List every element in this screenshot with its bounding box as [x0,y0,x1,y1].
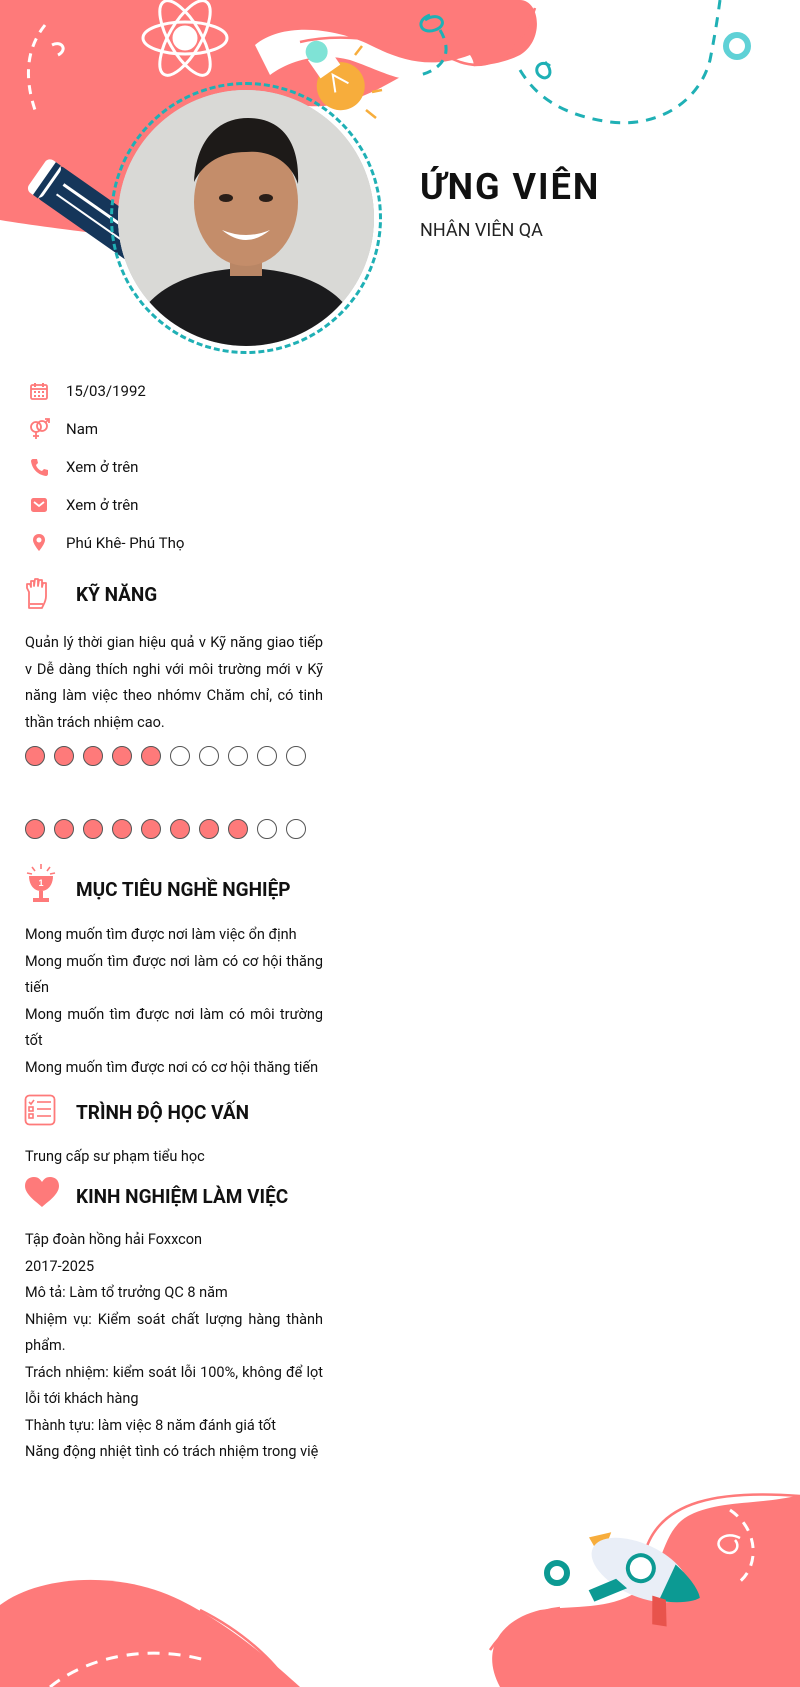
skill-rating-2 [25,819,306,839]
heart-icon [24,1176,60,1212]
trophy-icon [24,863,58,909]
experience-line: Mô tả: Làm tổ trưởng QC 8 năm [25,1284,228,1301]
experience-line: Trách nhiệm: kiểm soát lỗi 100%, không để lọt lỗi tới khách hàng [25,1363,323,1407]
footer-decoration [0,1460,800,1687]
rating-dot-empty [257,746,277,766]
experience-header [24,1178,289,1210]
profile-photo [118,90,374,346]
rating-dot-filled [54,746,74,766]
rating-dot-filled [112,746,132,766]
career-goal-header [24,866,291,906]
rating-dot-empty [228,746,248,766]
rating-dot-filled [199,819,219,839]
career-goal-text [25,922,323,1081]
info-gender [26,416,99,442]
rating-dot-empty [286,819,306,839]
rating-dot-filled [112,819,132,839]
rating-dot-empty [170,746,190,766]
rating-dot-filled [141,819,161,839]
experience-line: Tập đoàn hồng hải Foxxcon [25,1231,203,1248]
experience-line: 2017-2025 [25,1257,95,1275]
address-text: Phú Khê- Phú Thọ [66,534,185,552]
calendar-icon [26,378,52,404]
candidate-position: NHÂN VIÊN QA [420,220,543,241]
phone-icon [26,454,52,480]
education-line: Trung cấp sư phạm tiểu học [25,1148,205,1165]
experience-line: Năng động nhiệt tình có trách nhiệm trong việ [25,1443,319,1460]
skills-title: KỸ NĂNG [76,583,158,606]
info-birthdate [26,378,146,404]
rating-dot-empty [257,819,277,839]
career-goal-title: MỤC TIÊU NGHỀ NGHIỆP [76,878,291,901]
email-text: Xem ở trên [66,496,139,514]
rating-dot-filled [25,746,45,766]
salmon-blob-bottom-left [0,1580,300,1687]
skill-rating-1 [25,746,306,766]
skills-text: Quản lý thời gian hiệu quả v Kỹ năng giao tiếp v Dễ dàng thích nghi với môi trường mới v Kỹ năng làm việc theo nhómv Chăm chỉ, có tinh thần trách nhiệm cao. [25,634,323,731]
candidate-name: ỨNG VIÊN [420,166,601,208]
career-goal-line: Mong muốn tìm được nơi làm có môi trường tốt [25,1005,323,1049]
info-address [26,530,185,556]
experience-text [25,1227,323,1466]
phone-text: Xem ở trên [66,458,139,476]
skills-header [24,580,158,612]
birthdate-text: 15/03/1992 [66,382,146,400]
rating-dot-filled [228,819,248,839]
rating-dot-filled [141,746,161,766]
career-goal-line: Mong muốn tìm được nơi làm việc ổn định [25,926,297,943]
info-phone [26,454,139,480]
experience-line: Nhiệm vụ: Kiểm soát chất lượng hàng thành phẩm. [25,1310,323,1354]
rating-dot-empty [199,746,219,766]
hand-icon [24,578,50,614]
career-goal-line: Mong muốn tìm được nơi làm có cơ hội thăng tiến [25,952,323,996]
rating-dot-filled [25,819,45,839]
checklist-icon [24,1094,56,1130]
rating-dot-filled [83,819,103,839]
rating-dot-filled [170,819,190,839]
education-title: TRÌNH ĐỘ HỌC VẤN [76,1101,250,1124]
info-email [26,492,139,518]
experience-title: KINH NGHIỆM LÀM VIỆC [76,1185,289,1208]
education-header [24,1095,250,1129]
gender-text: Nam [66,420,99,438]
gender-icon [26,416,52,442]
career-goal-line: Mong muốn tìm được nơi có cơ hội thăng tiến [25,1058,319,1076]
email-icon [26,492,52,518]
rating-dot-filled [83,746,103,766]
svg-text:1: 1 [38,878,44,888]
location-pin-icon [26,530,52,556]
education-text [25,1144,323,1171]
rating-dot-filled [54,819,74,839]
person-avatar [118,90,374,346]
experience-line: Thành tựu: làm việc 8 năm đánh giá tốt [25,1416,276,1434]
rating-dot-empty [286,746,306,766]
